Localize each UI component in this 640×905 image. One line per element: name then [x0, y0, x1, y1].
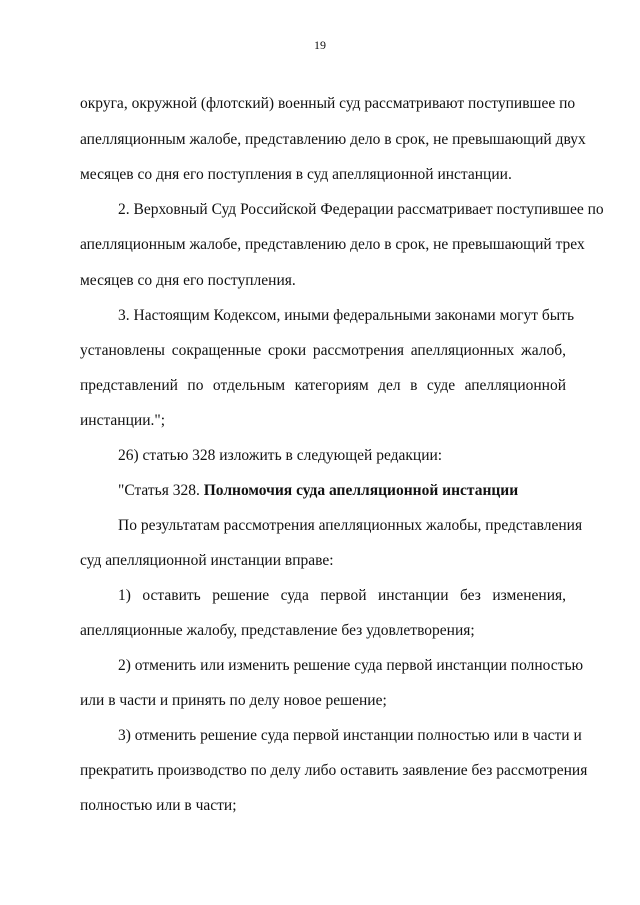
- paragraph-line: округа, окружной (флотский) военный суд рассматривают поступившее по: [80, 95, 576, 112]
- paragraph-line: апелляционные жалобу, представление без удовлетворения;: [80, 622, 475, 639]
- article-number: "Статья 328.: [118, 482, 204, 499]
- paragraph-line: 3. Настоящим Кодексом, иными федеральными законами могут быть: [118, 307, 575, 324]
- paragraph-line: 3) отменить решение суда первой инстанции полностью или в части и: [118, 727, 582, 744]
- paragraph-line: прекратить производство по делу либо оставить заявление без рассмотрения: [80, 762, 588, 779]
- page-number: 19: [314, 38, 326, 52]
- paragraph-line: 2. Верховный Суд Российской Федерации рассматривает поступившее по: [118, 201, 604, 218]
- paragraph-line: апелляционным жалобе, представлению дело в срок, не превышающий двух: [80, 131, 586, 148]
- article-title: Полномочия суда апелляционной инстанции: [203, 482, 519, 499]
- paragraph-line: 1) оставить решение суда первой инстанции без изменения,: [118, 587, 566, 604]
- paragraph-line: месяцев со дня его поступления в суд апелляционной инстанции.: [80, 166, 512, 183]
- paragraph-line: установлены сокращенные сроки рассмотрения апелляционных жалоб,: [80, 342, 566, 359]
- paragraph-line: или в части и принять по делу новое решение;: [80, 692, 387, 709]
- list-item-26: 26) статью 328 изложить в следующей редакции:: [118, 447, 443, 464]
- paragraph-line: По результатам рассмотрения апелляционных жалобы, представления: [118, 517, 583, 534]
- paragraph-line: 2) отменить или изменить решение суда первой инстанции полностью: [118, 657, 584, 674]
- paragraph-line: представлений по отдельным категориям дел в суде апелляционной: [80, 377, 566, 394]
- paragraph-line: апелляционным жалобе, представлению дело в срок, не превышающий трех: [80, 236, 585, 253]
- paragraph-line: суд апелляционной инстанции вправе:: [80, 552, 334, 569]
- article-heading: [118, 481, 566, 501]
- paragraph-line: инстанции.";: [80, 412, 166, 429]
- paragraph-line: полностью или в части;: [80, 797, 237, 814]
- paragraph-line: месяцев со дня его поступления.: [80, 272, 296, 289]
